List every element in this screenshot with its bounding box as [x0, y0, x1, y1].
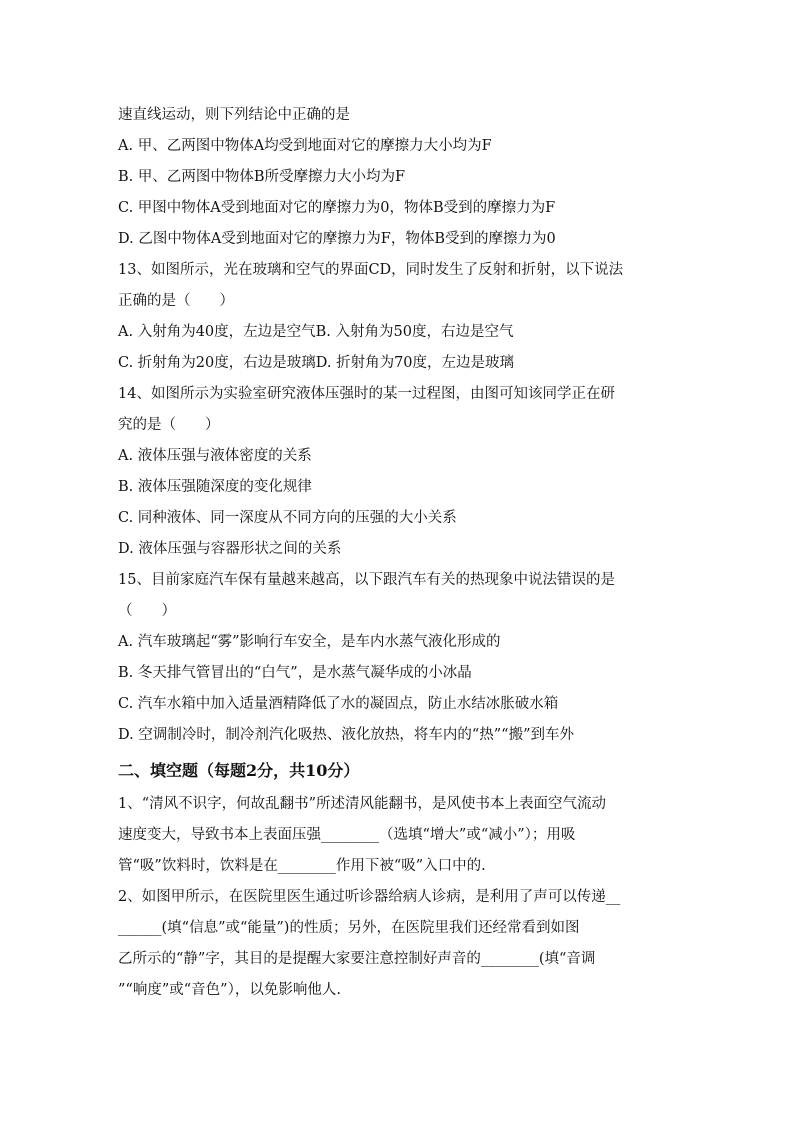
- option-line: A. 汽车玻璃起“雾”影响行车安全，是车内水蒸气液化形成的: [118, 634, 501, 650]
- option-line: A. 入射角为40度，左边是空气B. 入射角为50度，右边是空气: [118, 324, 514, 340]
- question-line: 14、如图所示为实验室研究液体压强时的某一过程图，由图可知该同学正在研: [118, 386, 615, 402]
- question-block-top: [118, 100, 678, 751]
- option-line: D. 空调制冷时，制冷剂汽化吸热、液化放热，将车内的“热”“搬”到车外: [118, 727, 574, 743]
- option-line: B. 液体压强随深度的变化规律: [118, 479, 312, 495]
- option-line: B. 冬天排气管冒出的“白气”，是水蒸气凝华成的小冰晶: [118, 665, 472, 681]
- question-line: （ ）: [118, 603, 176, 619]
- document-content: [118, 100, 678, 1006]
- question-line: 2、如图甲所示，在医院里医生通过听诊器给病人诊病，是利用了声可以传递__: [118, 889, 621, 905]
- question-line: ”“响度”或“音色”），以免影响他人.: [118, 982, 341, 998]
- option-line: C. 折射角为20度，右边是玻璃D. 折射角为70度，左边是玻璃: [118, 355, 515, 371]
- section-title: 二、填空题（每题2分，共10分）: [118, 761, 360, 780]
- question-line: 13、如图所示，光在玻璃和空气的界面CD，同时发生了反射和折射，以下说法: [118, 262, 624, 278]
- option-line: C. 甲图中物体A受到地面对它的摩擦力为0，物体B受到的摩擦力为F: [118, 200, 556, 216]
- question-line: 15、目前家庭汽车保有量越来越高，以下跟汽车有关的热现象中说法错误的是: [118, 572, 615, 588]
- question-line: 管“吸”饮料时，饮料是在________作用下被“吸”入口中的.: [118, 858, 486, 874]
- text-line: 速直线运动，则下列结论中正确的是: [118, 107, 350, 123]
- option-line: A. 甲、乙两图中物体A均受到地面对它的摩擦力大小均为F: [118, 138, 492, 154]
- option-line: B. 甲、乙两图中物体B所受摩擦力大小均为F: [118, 169, 406, 185]
- question-line: 究的是（ ）: [118, 417, 220, 433]
- question-line: 乙所示的“静”字，其目的是提醒大家要注意控制好声音的________(填“音调: [118, 951, 596, 967]
- option-line: D. 乙图中物体A受到地面对它的摩擦力为F，物体B受到的摩擦力为0: [118, 231, 556, 247]
- option-line: D. 液体压强与容器形状之间的关系: [118, 541, 342, 557]
- option-line: A. 液体压强与液体密度的关系: [118, 448, 312, 464]
- option-line: C. 汽车水箱中加入适量酒精降低了水的凝固点，防止水结冰胀破水箱: [118, 696, 559, 712]
- question-line: 正确的是（ ）: [118, 293, 234, 309]
- question-block-bottom: [118, 789, 678, 1006]
- question-line: 速度变大，导致书本上表面压强________（选填“增大”或“减小”）；用吸: [118, 827, 576, 843]
- question-line: ______(填“信息”或“能量”)的性质；另外，在医院里我们还经常看到如图: [118, 920, 580, 936]
- option-line: C. 同种液体、同一深度从不同方向的压强的大小关系: [118, 510, 457, 526]
- question-line: 1、“清风不识字，何故乱翻书”所述清风能翻书，是风使书本上表面空气流动: [118, 796, 607, 812]
